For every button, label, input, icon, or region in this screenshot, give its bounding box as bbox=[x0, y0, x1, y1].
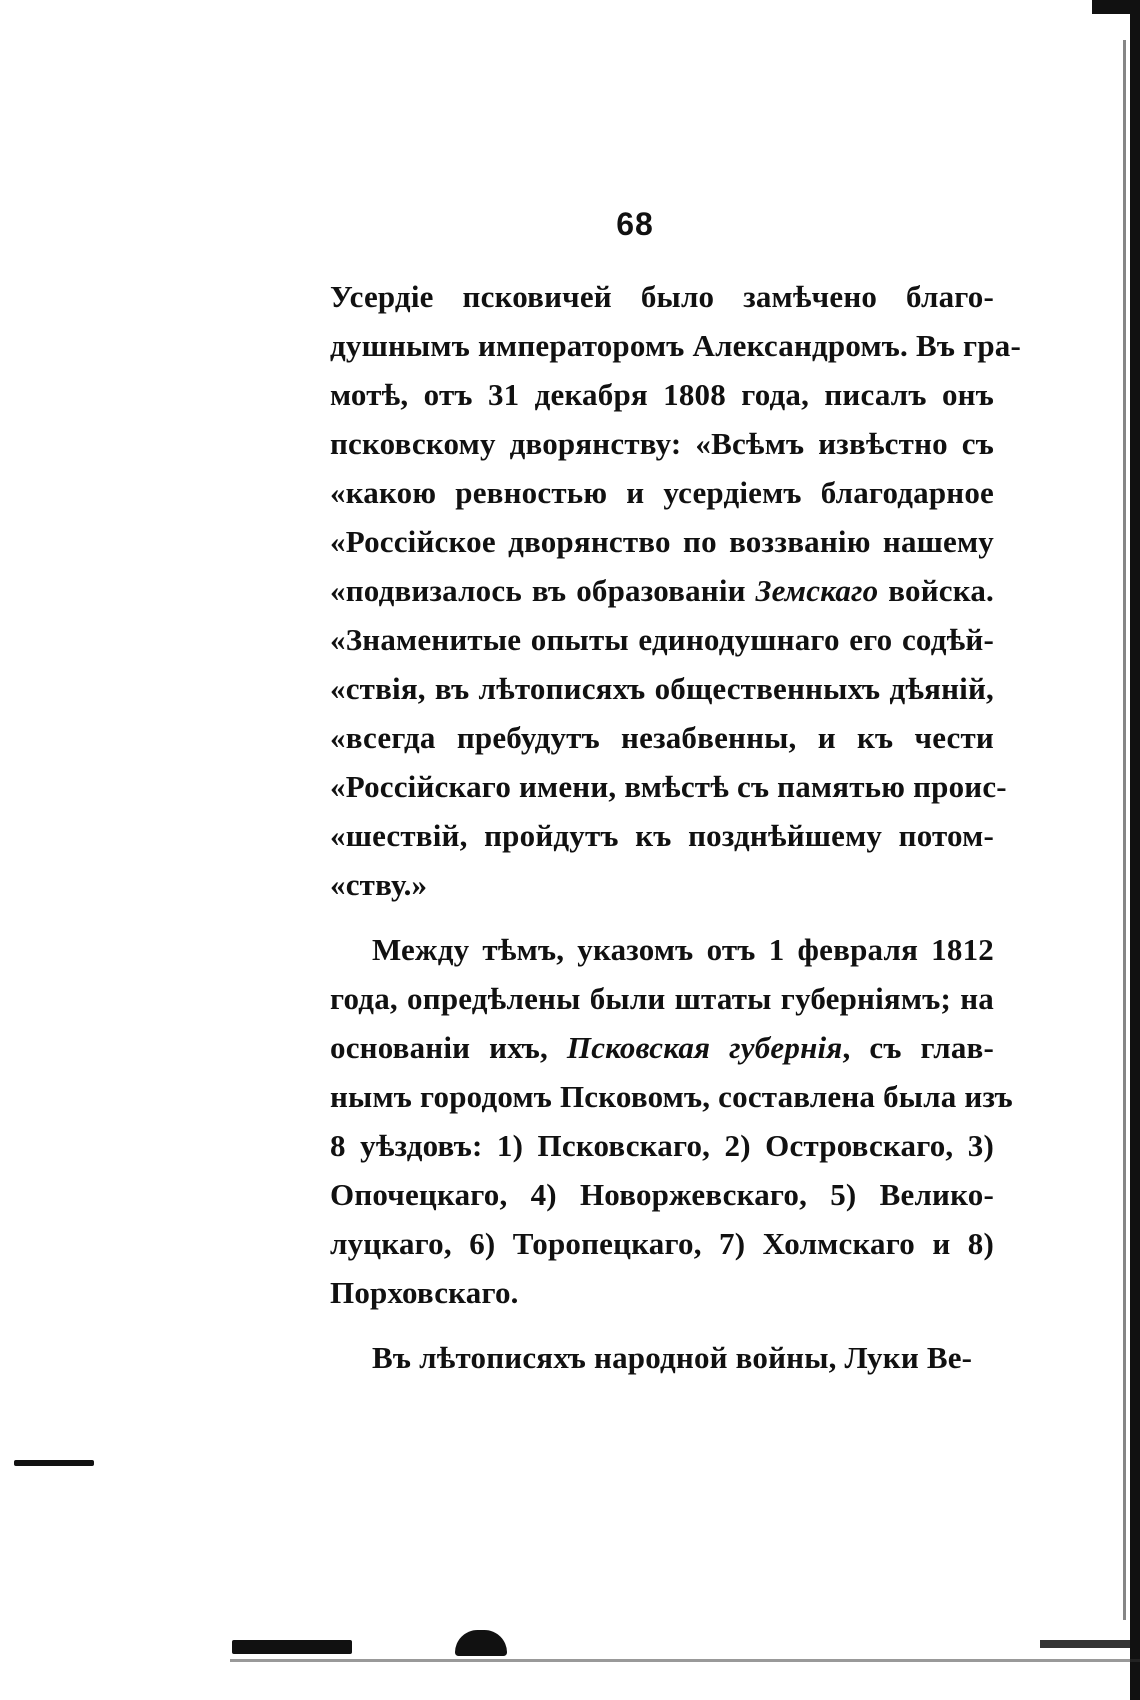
text-run: войска. bbox=[878, 573, 994, 608]
text-line bbox=[330, 925, 994, 974]
text-run: «ствія, въ лѣтописяхъ общественныхъ дѣяній, bbox=[330, 671, 994, 706]
text-run: года, опредѣлены были штаты губерніямъ; на bbox=[330, 981, 994, 1016]
paragraph-gap bbox=[330, 1317, 994, 1333]
text-run: Порховскаго. bbox=[330, 1275, 519, 1310]
text-line bbox=[330, 1072, 1013, 1121]
text-run: душнымъ императоромъ Александромъ. Въ гра- bbox=[330, 328, 1021, 363]
text-line bbox=[330, 1268, 994, 1317]
text-run: Опочецкаго, 4) Новоржевскаго, 5) Велико- bbox=[330, 1177, 994, 1212]
text-line bbox=[330, 664, 994, 713]
scan-smudge-bottom bbox=[1040, 1640, 1130, 1648]
text-run: «Знаменитые опыты единодушнаго его содѣй- bbox=[330, 622, 994, 657]
text-run: «подвизалось въ образованіи bbox=[330, 573, 756, 608]
paragraph-gap bbox=[330, 909, 994, 925]
scan-edge-right bbox=[1130, 0, 1140, 1700]
text-line bbox=[330, 468, 994, 517]
text-line bbox=[330, 1121, 994, 1170]
paragraph bbox=[330, 925, 1013, 1317]
text-run: мотѣ, отъ 31 декабря 1808 года, писалъ онъ bbox=[330, 377, 994, 412]
text-line bbox=[330, 713, 994, 762]
text-run: псковскому дворянству: «Всѣмъ извѣстно съ bbox=[330, 426, 994, 461]
text-line bbox=[330, 974, 994, 1023]
scan-smudge-left bbox=[14, 1460, 94, 1466]
text-run: Между тѣмъ, указомъ отъ 1 февраля 1812 bbox=[372, 932, 994, 967]
text-line bbox=[330, 762, 1007, 811]
text-run: «Россійское дворянство по воззванію нашему bbox=[330, 524, 994, 559]
text-run: Усердіе псковичей было замѣчено благо- bbox=[330, 279, 994, 314]
scan-edge-bottom bbox=[230, 1659, 1140, 1662]
text-line bbox=[330, 1219, 994, 1268]
text-run: «ству.» bbox=[330, 867, 428, 902]
text-line bbox=[330, 1170, 994, 1219]
italic-text: Земскаго bbox=[755, 573, 879, 608]
text-run: 8 уѣздовъ: 1) Псковскаго, 2) Островскаго, 3) bbox=[330, 1128, 994, 1163]
text-run: луцкаго, 6) Торопецкаго, 7) Холмскаго и 8) bbox=[330, 1226, 994, 1261]
text-line bbox=[330, 370, 994, 419]
text-run: «какою ревностью и усердіемъ благодарное bbox=[330, 475, 994, 510]
text-run: основаніи ихъ, bbox=[330, 1030, 567, 1065]
text-run: «шествій, пройдутъ къ позднѣйшему потом- bbox=[330, 818, 994, 853]
paragraph bbox=[330, 1333, 994, 1382]
text-run: нымъ городомъ Псковомъ, составлена была изъ bbox=[330, 1079, 1013, 1114]
text-run: «Россійскаго имени, вмѣстѣ съ памятью проис- bbox=[330, 769, 1007, 804]
scan-edge-shadow bbox=[1123, 40, 1126, 1620]
text-run: , съ глав- bbox=[842, 1030, 994, 1065]
text-line bbox=[330, 860, 994, 909]
text-line bbox=[330, 566, 994, 615]
page-number: 68 bbox=[616, 206, 654, 242]
scan-smudge-bottom bbox=[232, 1640, 352, 1654]
text-line bbox=[330, 419, 994, 468]
text-run: Въ лѣтописяхъ народной войны, Луки Ве- bbox=[372, 1340, 973, 1375]
italic-text: Псковская губернія bbox=[566, 1030, 843, 1065]
text-run: «всегда пребудутъ незабвенны, и къ чести bbox=[330, 720, 994, 755]
text-line bbox=[330, 811, 994, 860]
paragraph bbox=[330, 272, 1021, 909]
text-line bbox=[330, 1023, 994, 1072]
text-line bbox=[330, 272, 994, 321]
text-line bbox=[330, 1333, 994, 1382]
body-text bbox=[330, 272, 1021, 1382]
scan-smudge-bottom bbox=[455, 1630, 507, 1656]
text-line bbox=[330, 517, 994, 566]
text-line bbox=[330, 321, 1021, 370]
text-line bbox=[330, 615, 994, 664]
